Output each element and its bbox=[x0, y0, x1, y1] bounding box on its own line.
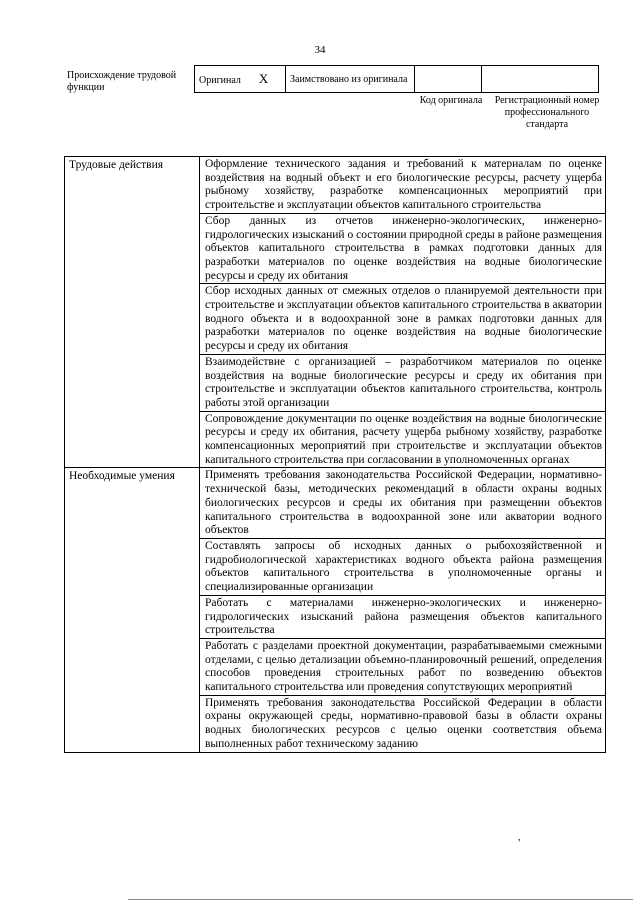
table-row bbox=[65, 157, 606, 214]
scan-mark: , bbox=[518, 832, 521, 843]
skill-item: Применять требования законодательства Российской Федерации в области охраны окружающей среды, нормативно-правовой базы в области охраны водных биологических ресурсов с целью оценки соответствия объема выполненных работ техническому заданию bbox=[200, 695, 606, 752]
skill-item: Работать с материалами инженерно-экологических и инженерно-гидрологических изысканий района размещения объектов капитального строительства bbox=[200, 595, 606, 638]
origin-table bbox=[194, 65, 599, 93]
origin-label: Происхождение трудовой функции bbox=[67, 70, 177, 93]
code-cell bbox=[415, 66, 482, 93]
action-item: Оформление технического задания и требований к материалам по оценке воздействия на водный объект и его биологические ресурсы, расчету ущерба рыбному хозяйству, разработке компенсационных мероприятий при строительстве и эксплуатации объектов капитального строительства bbox=[200, 157, 606, 214]
original-cell bbox=[195, 66, 286, 93]
skill-item: Составлять запросы об исходных данных о рыбохозяйственной и гидробиологической характеристиках водного объекта района размещения объектов капитального строительства в уполномоченные органы и специализированные организации bbox=[200, 538, 606, 595]
original-label: Оригинал bbox=[199, 74, 241, 86]
code-caption: Код оригинала bbox=[419, 95, 483, 106]
section-title-actions: Трудовые действия bbox=[65, 157, 200, 468]
action-item: Сбор исходных данных от смежных отделов о планируемой деятельности при строительстве и эксплуатации объектов капитального строительства в акватории водного объекта и в водоохранной зоне в рамках подготовки данных для разработки материалов по оценке воздействия на водные биологические ресурсы и среду их обитания bbox=[200, 284, 606, 355]
original-mark: X bbox=[258, 70, 269, 86]
action-item: Сбор данных из отчетов инженерно-экологических, инженерно-гидрологических изысканий о состоянии природной среды в районе размещения объектов капитального строительства в рамках подготовки данных для разработки материалов по оценке воздействия на водные биологические ресурсы и среду их обитания bbox=[200, 213, 606, 284]
page-number: 34 bbox=[314, 44, 326, 56]
skill-item: Применять требования законодательства Российской Федерации, нормативно-технической базы, методических рекомендаций в области охраны водных биологических ресурсов и среды их обитания при размещении объектов капитального строительства в водоохранной зоне или акватории водного объектов bbox=[200, 468, 606, 539]
section-title-skills: Необходимые умения bbox=[65, 468, 200, 752]
scan-edge-line bbox=[128, 899, 633, 900]
skill-item: Работать с разделами проектной документации, разрабатываемыми смежными отделами, с целью детализации объемно-планировочный решений, определения способов проведения строительных работ по возведению объектов капитального строительства или проведения сопутствующих мероприятий bbox=[200, 638, 606, 695]
borrowed-label: Заимствовано из оригинала bbox=[286, 66, 415, 93]
action-item: Сопровождение документации по оценке воздействия на водные биологические ресурсы и среду их обитания, расчету ущерба рыбному хозяйству, разработке компенсационных мероприятий при строительстве и эксплуатации объектов капитального строительства при согласовании в уполномоченных органах bbox=[200, 411, 606, 468]
reg-number-cell bbox=[482, 66, 599, 93]
reg-number-caption: Регистрационный номер профессионального стандарта bbox=[494, 95, 600, 130]
table-row bbox=[65, 468, 606, 539]
action-item: Взаимодействие с организацией – разработчиком материалов по оценке воздействия на водные биологические ресурсы и среду их обитания при строительстве и эксплуатации объектов капитального строительства, контроль работы этой организации bbox=[200, 354, 606, 411]
functions-table bbox=[64, 156, 606, 753]
